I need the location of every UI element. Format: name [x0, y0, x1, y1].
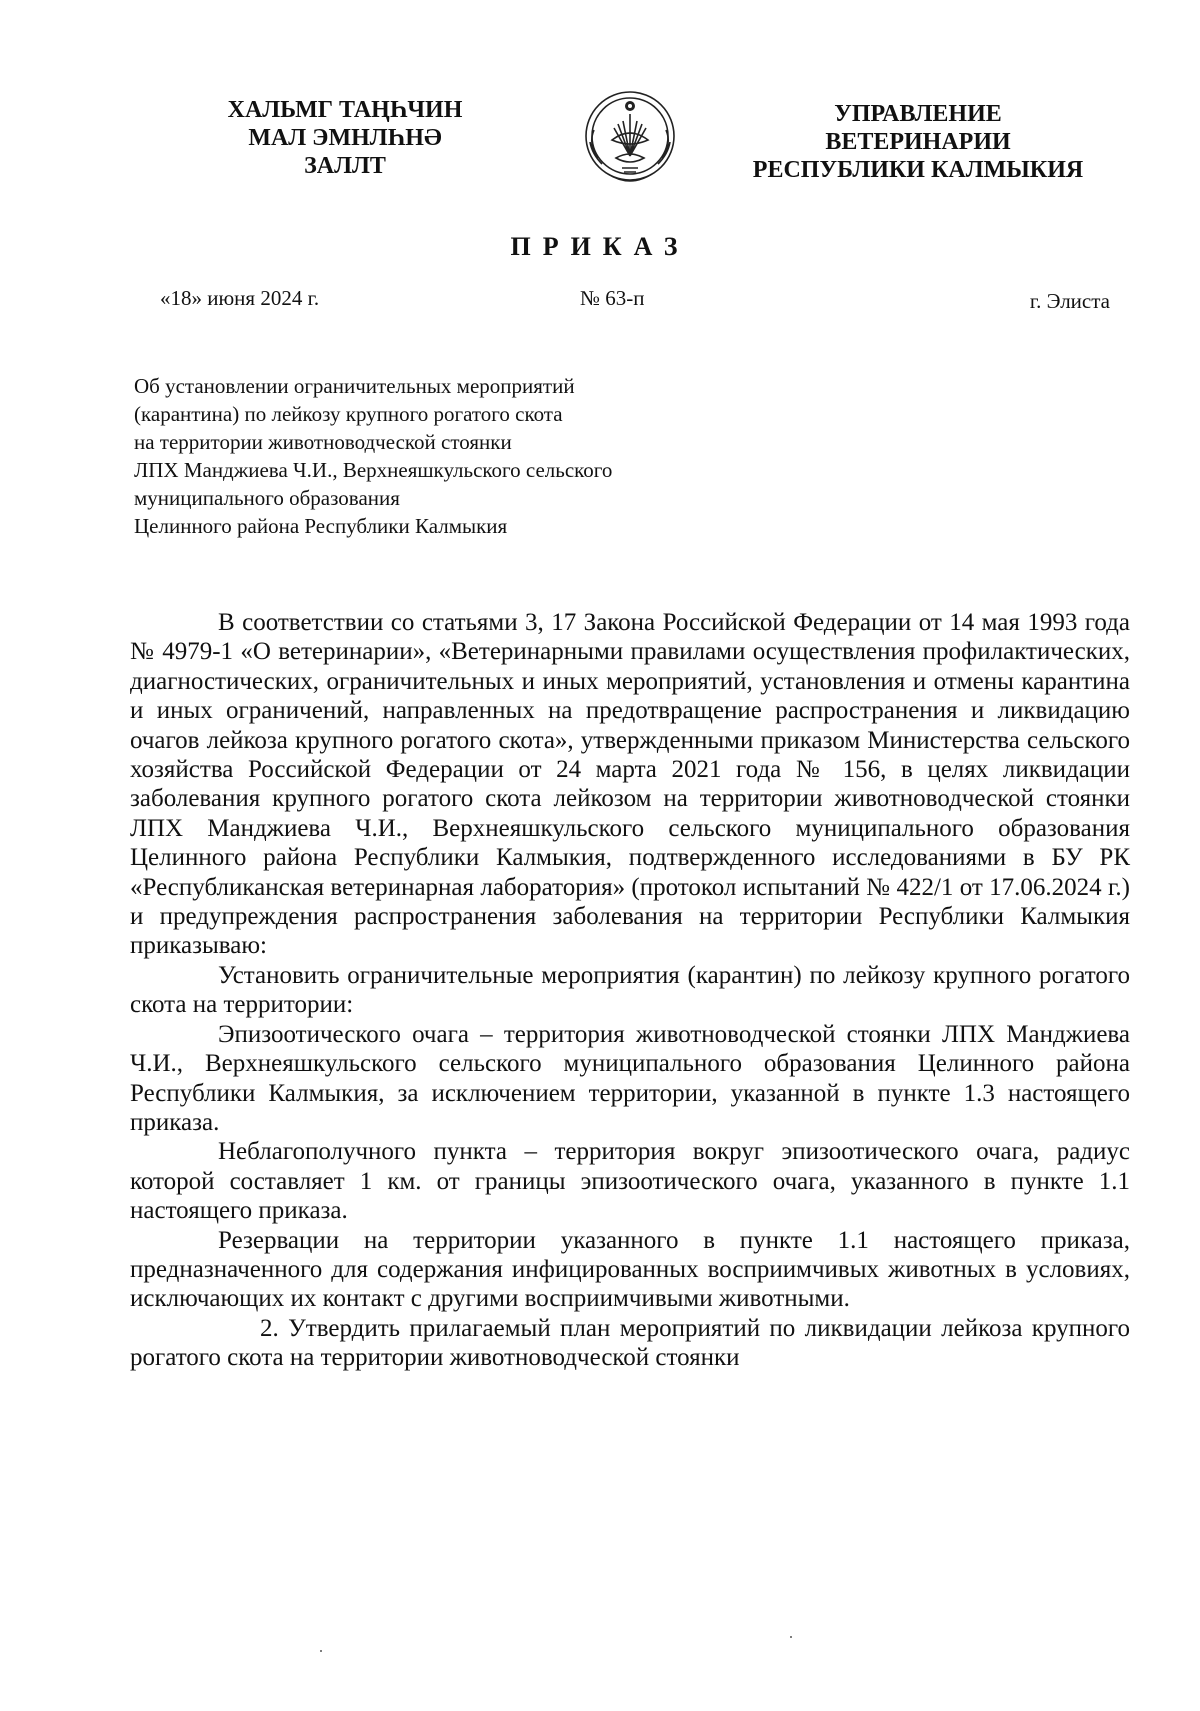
subject-line: муниципального образования	[134, 486, 400, 510]
body-paragraph: Установить ограничительные мероприятия (карантин) по лейкозу крупного рогатого скота на территории:	[130, 961, 1130, 1019]
document-date: «18» июня 2024 г.	[160, 286, 320, 310]
body-paragraph: 2. Утвердить прилагаемый план мероприятий по ликвидации лейкоза крупного рогатого скота на территории животноводческой стоянки	[130, 1314, 1130, 1372]
body-paragraph: В соответствии со статьями 3, 17 Закона Российской Федерации от 14 мая 1993 года № 4979-1 «О ветеринарии», «Ветеринарными правилами осуществления профилактических, диагностических, ограничительных и иных мероприятий, установления и отмены карантина и иных ограничений, направленных на предотвращение распространения и ликвидацию очагов лейкоза крупного рогатого скота», утвержденными приказом Министерства сельского хозяйства Российской Федерации от 24 марта 2021 года № 156, в целях ликвидации заболевания крупного рогатого скота лейкозом на территории животноводческой стоянки ЛПХ Манджиева Ч.И., Верхнеяшкульского сельского муниципального образования Целинного района Республики Калмыкия, подтвержденного исследованиями в БУ РК «Республиканская ветеринарная лаборатория» (протокол испытаний № 422/1 от 17.06.2024 г.) и предупреждения распространения заболевания на территории Республики Калмыкия приказываю:	[130, 609, 1130, 960]
document-city: г. Элиста	[1029, 289, 1110, 313]
header-left-line: МАЛ ЭМНЛҺНӘ	[248, 125, 442, 151]
body-paragraph: Резервации на территории указанного в пункте 1.1 настоящего приказа, предназначенного для содержания инфицированных восприимчивых животных в условиях, исключающих их контакт с другими восприимчивыми животными.	[130, 1226, 1130, 1313]
body-paragraph: Эпизоотического очага – территория животноводческой стоянки ЛПХ Манджиева Ч.И., Верхнеяшкульского сельского муниципального образования Целинного района Республики Калмыкия, за исключением территории, указанной в пункте 1.3 настоящего приказа.	[130, 1020, 1130, 1136]
document-subject	[134, 372, 754, 540]
header-russian-org	[738, 100, 1098, 184]
header-right-line: УПРАВЛЕНИЕ	[834, 101, 1002, 127]
kalmykia-emblem-icon	[578, 84, 682, 192]
body-paragraph: Неблагополучного пункта – территория вокруг эпизоотического очага, радиус которой составляет 1 км. от границы эпизоотического очага, указанного в пункте 1.1 настоящего приказа.	[130, 1138, 1130, 1225]
header-kalmyk-org	[160, 96, 530, 180]
header-left-line: ЗАЛЛТ	[304, 153, 386, 179]
document-number: № 63-п	[580, 286, 645, 310]
header-left-line: ХАЛЬМГ ТАҢҺЧИН	[227, 97, 463, 123]
scan-speck	[320, 1650, 322, 1652]
subject-line: Об установлении ограничительных мероприятий	[134, 374, 575, 398]
subject-line: ЛПХ Манджиева Ч.И., Верхнеяшкульского сельского	[134, 458, 613, 482]
subject-line: на территории животноводческой стоянки	[134, 430, 512, 454]
subject-line: Целинного района Республики Калмыкия	[134, 514, 508, 538]
document-body	[130, 608, 1130, 1373]
scan-speck	[790, 1636, 792, 1638]
subject-line: (карантина) по лейкозу крупного рогатого скота	[134, 402, 563, 426]
document-title: ПРИКАЗ	[510, 232, 690, 261]
header-right-line: РЕСПУБЛИКИ КАЛМЫКИЯ	[752, 157, 1084, 183]
header-right-line: ВЕТЕРИНАРИИ	[825, 129, 1011, 155]
